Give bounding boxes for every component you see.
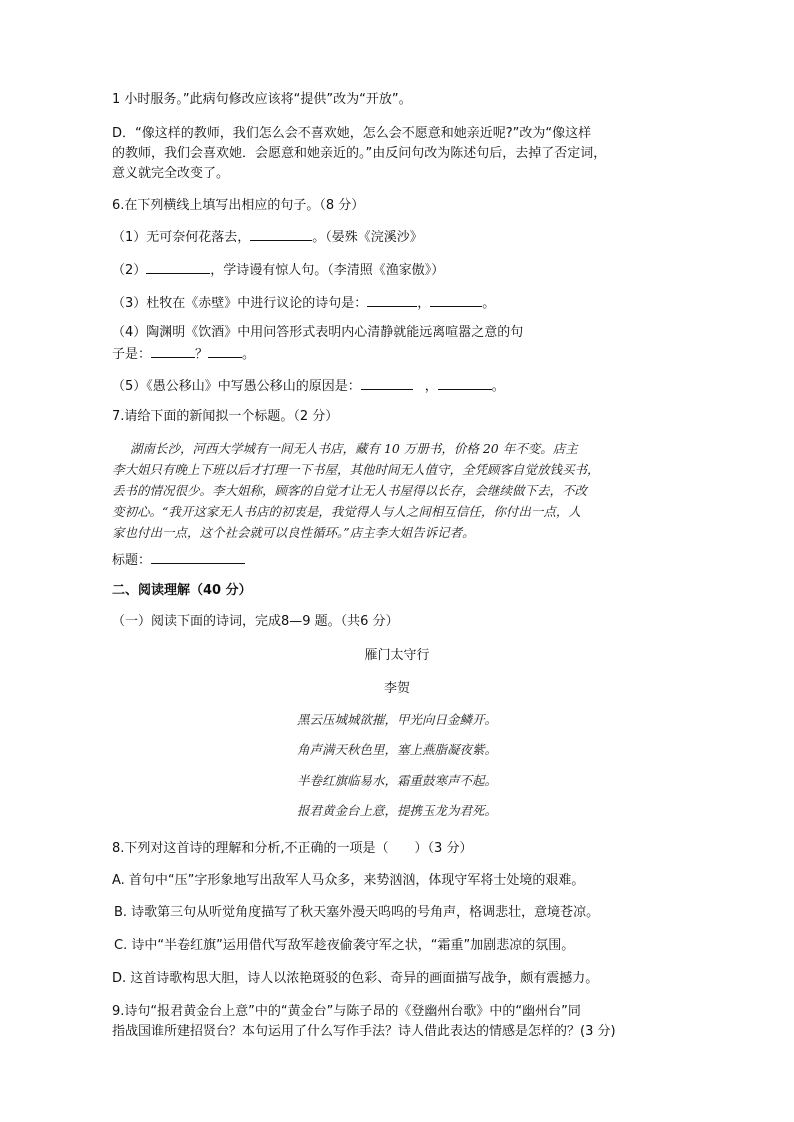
question-9-cont: 指战国谁所建招贤台？本句运用了什么写作手法？诗人借此表达的情感是怎样的？(3 分) bbox=[112, 1024, 616, 1039]
title-answer-blank[interactable] bbox=[151, 549, 245, 564]
q6-item-3-end: 。 bbox=[482, 296, 496, 311]
q6-item-5-comma: ， bbox=[424, 379, 438, 394]
q8-option-d: D. 这首诗歌构思大胆，诗人以浓艳斑驳的色彩、奇异的画面描写战争，颇有震撼力。 bbox=[112, 971, 599, 986]
q6-item-2 bbox=[112, 259, 692, 281]
answer-blank[interactable] bbox=[438, 375, 492, 390]
q6-item-3-text: （3）杜牧在《赤壁》中进行议论的诗句是： bbox=[112, 296, 368, 311]
question-7: 7.请给下面的新闻拟一个标题。（2 分） bbox=[112, 409, 339, 424]
news-line-2: 李大姐只有晚上下班以后才打理一下书屋，其他时间无人值守，全凭顾客自觉放钱买书， bbox=[112, 462, 600, 477]
q6-item-4-label: 子是： bbox=[112, 347, 152, 362]
q6-item-4-cont bbox=[112, 343, 692, 365]
news-line-5: 家也付出一点，这个社会就可以良性循环。”店主李大姐告诉记者。 bbox=[112, 525, 475, 540]
title-answer-row bbox=[112, 549, 692, 571]
answer-blank[interactable] bbox=[250, 226, 312, 241]
poem-line-4: 报君黄金台上意，提携玉龙为君死。 bbox=[296, 803, 497, 818]
q6-item-4-end: 。 bbox=[242, 347, 256, 362]
poem-line-3: 半卷红旗临易水，霜重鼓寒声不起。 bbox=[296, 773, 497, 788]
q6-item-4: （4）陶渊明《饮酒》中用问答形式表明内心清静就能远离喧嚣之意的句 bbox=[112, 325, 524, 340]
q6-item-1-source: 。（晏殊《浣溪沙》 bbox=[312, 230, 423, 245]
answer-line-1: 1 小时服务。”此病句修改应该将“提供”改为“开放”。 bbox=[112, 92, 412, 107]
q6-item-5-text: （5）《愚公移山》中写愚公移山的原因是： bbox=[112, 379, 361, 394]
q6-item-2-label: （2） bbox=[112, 263, 147, 278]
q6-item-5 bbox=[112, 375, 692, 397]
poem-author: 李贺 bbox=[383, 681, 410, 696]
answer-option-d-cont: 的教师，我们会喜欢她．会愿意和她亲近的。”由反问句改为陈述句后，去掉了否定词， bbox=[112, 146, 607, 161]
answer-blank[interactable] bbox=[367, 292, 417, 307]
q8-option-b: B. 诗歌第三句从听觉角度描写了秋天塞外漫天呜呜的号角声，格调悲壮，意境苍凉。 bbox=[114, 905, 600, 920]
poem-line-1: 黑云压城城欲摧，甲光向日金鳞开。 bbox=[296, 712, 497, 727]
answer-blank[interactable] bbox=[151, 343, 195, 358]
poem-title: 雁门太守行 bbox=[364, 648, 430, 663]
q6-item-2-text: ，学诗谩有惊人句。（李清照《渔家傲》） bbox=[210, 263, 445, 278]
question-8: 8.下列对这首诗的理解和分析,不正确的一项是（ ）（3 分） bbox=[112, 841, 473, 856]
section-2-heading: 二、阅读理解（40 分） bbox=[112, 583, 252, 598]
news-line-1: 湖南长沙，河西大学城有一间无人书店，藏有 10 万册书，价格 20 年不变。店主 bbox=[130, 441, 578, 456]
q8-option-a: A. 首句中“压”字形象地写出敌军人马众多，来势汹汹，体现守军将士处境的艰难。 bbox=[112, 873, 585, 888]
q6-item-4-question-mark: ？ bbox=[195, 347, 209, 362]
q6-item-3 bbox=[112, 292, 692, 314]
question-9: 9.诗句“报君黄金台上意”中的“黄金台”与陈子昂的《登幽州台歌》中的“幽州台”同 bbox=[112, 1004, 581, 1019]
subsection-1-heading: （一）阅读下面的诗词，完成8—9 题。（共6 分） bbox=[112, 614, 399, 629]
answer-blank[interactable] bbox=[361, 375, 413, 390]
q8-option-c: C. 诗中“半卷红旗”运用借代写敌军趁夜偷袭守军之状，“霜重”加剧悲凉的氛围。 bbox=[114, 938, 575, 953]
answer-option-d: D．“像这样的教师，我们怎么会不喜欢她，怎么会不愿意和她亲近呢?”改为“像这样 bbox=[112, 126, 592, 141]
answer-option-d-end: 意义就完全改变了。 bbox=[112, 166, 230, 181]
news-line-3: 丢书的情况很少。李大姐称，顾客的自觉才让无人书屋得以长存，会继续做下去，不改 bbox=[112, 483, 588, 498]
news-line-4: 变初心。“我开这家无人书店的初衷是，我觉得人与人之间相互信任，你付出一点，人 bbox=[112, 504, 581, 519]
q6-item-1 bbox=[112, 226, 692, 248]
q6-item-5-end: 。 bbox=[491, 379, 505, 394]
q6-item-3-comma: ， bbox=[417, 296, 431, 311]
answer-blank[interactable] bbox=[146, 259, 210, 274]
question-6: 6.在下列横线上填写出相应的句子。（8 分） bbox=[112, 198, 365, 213]
answer-blank[interactable] bbox=[430, 292, 482, 307]
q6-item-1-text: （1）无可奈何花落去， bbox=[112, 230, 251, 245]
poem-line-2: 角声满天秋色里，塞上燕脂凝夜紫。 bbox=[296, 742, 497, 757]
title-label: 标题： bbox=[112, 553, 152, 568]
answer-blank[interactable] bbox=[208, 343, 242, 358]
